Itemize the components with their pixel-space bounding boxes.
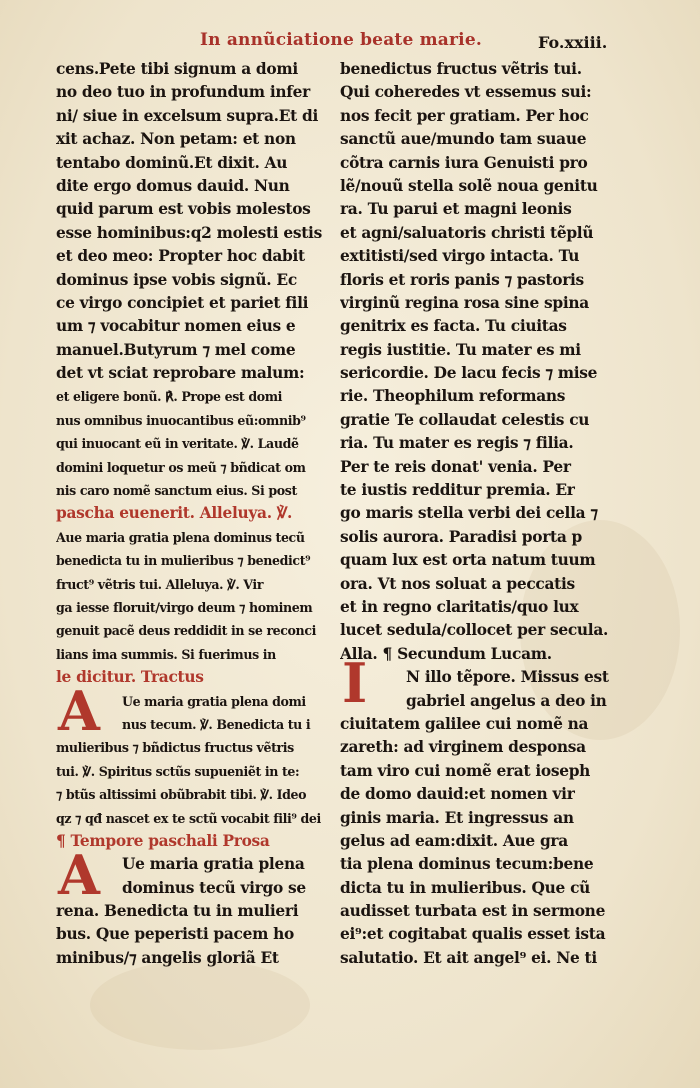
- text-line: ce virgo concipiet et pariet fili: [56, 293, 309, 312]
- text-line: xit achaz. Non petam: et non: [56, 130, 296, 149]
- text-line: benedictus fructus vẽtris tui.: [340, 60, 582, 78]
- text-line: Ue maria gratia plena domi: [122, 693, 306, 709]
- text-line: de domo dauid:et nomen vir: [340, 785, 575, 804]
- text-line: gratie Te collaudat celestis cu: [340, 410, 590, 429]
- text-line: et eligere bonũ. ℟. Prope est domi: [56, 389, 283, 405]
- text-line: lẽ/nouũ stella solẽ noua genitu: [340, 176, 598, 195]
- text-line: Alla. ¶ Secundum Lucam.: [340, 644, 552, 663]
- text-line: ora. Vt nos soluat a peccatis: [340, 574, 575, 593]
- text-line: mulieribus ⁊ bñdictus fructus vẽtris: [56, 740, 294, 756]
- text-line: audisset turbata est in sermone: [340, 902, 606, 921]
- text-line: salutatio. Et ait angel⁹ ei. Ne ti: [340, 948, 597, 967]
- text-line: Qui coheredes vt essemus sui:: [340, 83, 592, 102]
- text-line: pascha euenerit. Alleluya. ℣.: [56, 504, 293, 523]
- text-line: Ue maria gratia plena: [122, 855, 305, 874]
- text-line: lucet sedula/collocet per secula.: [340, 621, 609, 640]
- text-line: zareth: ad virginem desponsa: [340, 738, 586, 757]
- text-line: ria. Tu mater es regis ⁊ filia.: [340, 434, 574, 453]
- text-line: bus. Que peperisti pacem ho: [56, 925, 295, 944]
- text-line: regis iustitie. Tu mater es mi: [340, 340, 581, 359]
- text-line: N illo tẽpore. Missus est: [406, 668, 609, 687]
- text-line: ciuitatem galilee cui nomẽ na: [340, 714, 589, 733]
- text-line: rie. Theophilum reformans: [340, 387, 566, 406]
- text-line: nus omnibus inuocantibus eũ:omnib⁹: [56, 412, 306, 428]
- text-line: nus tecum. ℣. Benedicta tu i: [122, 716, 311, 732]
- text-line: domini loquetur os meũ ⁊ bñdicat om: [56, 459, 306, 475]
- folio-number: Fo.xxiii.: [538, 33, 608, 52]
- text-line: et in regno claritatis/quo lux: [340, 597, 579, 616]
- text-line: solis aurora. Paradisi porta p: [340, 527, 583, 546]
- text-line: fruct⁹ vẽtris tui. Alleluya. ℣. Vir: [56, 576, 264, 592]
- running-head: In annũciatione beate marie.: [200, 30, 482, 50]
- text-line: dominus ipse vobis signũ. Ec: [56, 270, 297, 289]
- left-text-column: [56, 58, 324, 970]
- text-line: dicta tu in mulieribus. Que cũ: [340, 878, 591, 897]
- text-line: ei⁹:et cogitabat qualis esset ista: [340, 925, 606, 944]
- text-line: ga iesse floruit/virgo deum ⁊ hominem: [56, 599, 313, 615]
- text-line: no deo tuo in profundum infer: [56, 83, 310, 102]
- decorated-initial: I: [342, 651, 368, 715]
- text-line: genitrix es facta. Tu ciuitas: [340, 317, 567, 336]
- text-line: manuel.Butyrum ⁊ mel come: [56, 340, 296, 359]
- text-line: Aue maria gratia plena dominus tecũ: [56, 529, 305, 545]
- text-line: qz ⁊ qđ nascet ex te sctũ vocabit fili⁹ dei: [56, 810, 321, 826]
- text-line: ¶ Tempore paschali Prosa: [56, 831, 270, 850]
- text-line: te iustis redditur premia. Er: [340, 481, 575, 500]
- text-line: ⁊ btũs altissimi obũbrabit tibi. ℣. Ideo: [56, 787, 307, 803]
- text-line: floris et roris panis ⁊ pastoris: [340, 270, 584, 289]
- text-line: go maris stella verbi dei cella ⁊: [340, 504, 598, 523]
- text-line: dominus tecũ virgo se: [122, 878, 306, 897]
- decorated-initial: A: [58, 843, 100, 907]
- text-line: ra. Tu parui et magni leonis: [340, 200, 572, 219]
- text-line: gabriel angelus a deo in: [406, 691, 607, 710]
- text-line: rena. Benedicta tu in mulieri: [56, 902, 299, 921]
- text-line: gelus ad eam:dixit. Aue gra: [340, 831, 568, 850]
- text-line: dite ergo domus dauid. Nun: [56, 176, 290, 195]
- text-line: sanctũ aue/mundo tam suaue: [340, 130, 587, 149]
- text-line: et agni/saluatoris christi tẽplũ: [340, 223, 594, 242]
- text-line: virginũ regina rosa sine spina: [340, 293, 589, 312]
- text-line: lians ima summis. Si fuerimus in: [56, 646, 276, 662]
- text-line: qui inuocant eũ in veritate. ℣. Laudẽ: [56, 436, 299, 452]
- text-line: benedicta tu in mulieribus ⁊ benedict⁹: [56, 553, 311, 569]
- text-line: esse hominibus:q2 molesti estis: [56, 223, 322, 242]
- text-line: minibus/⁊ angelis gloriã Et: [56, 948, 279, 967]
- text-line: nos fecit per gratiam. Per hoc: [340, 106, 589, 125]
- text-line: nis caro nomẽ sanctum eius. Si post: [56, 483, 297, 499]
- text-line: um ⁊ vocabitur nomen eius e: [56, 317, 296, 336]
- text-line: tui. ℣. Spiritus sctũs supueniẽt in te:: [56, 763, 300, 779]
- text-line: ni/ siue in excelsum supra.Et di: [56, 106, 318, 125]
- text-line: genuit pacẽ deus reddidit in se reconci: [56, 623, 316, 639]
- text-line: le dicitur. Tractus: [56, 668, 204, 687]
- text-line: sericordie. De lacu fecis ⁊ mise: [340, 364, 598, 383]
- text-line: quam lux est orta natum tuum: [340, 551, 596, 570]
- text-line: ginis maria. Et ingressus an: [340, 808, 574, 827]
- text-line: extitisti/sed virgo intacta. Tu: [340, 247, 580, 266]
- text-line: et deo meo: Propter hoc dabit: [56, 247, 305, 266]
- decorated-initial: A: [58, 679, 100, 743]
- text-line: quid parum est vobis molestos: [56, 200, 311, 219]
- right-text-column: [340, 58, 612, 970]
- paper-stain: [90, 960, 310, 1050]
- text-line: tam viro cui nomẽ erat ioseph: [340, 761, 591, 780]
- text-line: det vt sciat reprobare malum:: [56, 364, 305, 383]
- text-line: cõtra carnis iura Genuisti pro: [340, 153, 588, 172]
- text-line: cens.Pete tibi signum a domi: [56, 60, 298, 78]
- text-line: tentabo dominũ.Et dixit. Au: [56, 153, 288, 172]
- text-line: Per te reis donat' venia. Per: [340, 457, 571, 476]
- text-line: tia plena dominus tecum:bene: [340, 855, 594, 874]
